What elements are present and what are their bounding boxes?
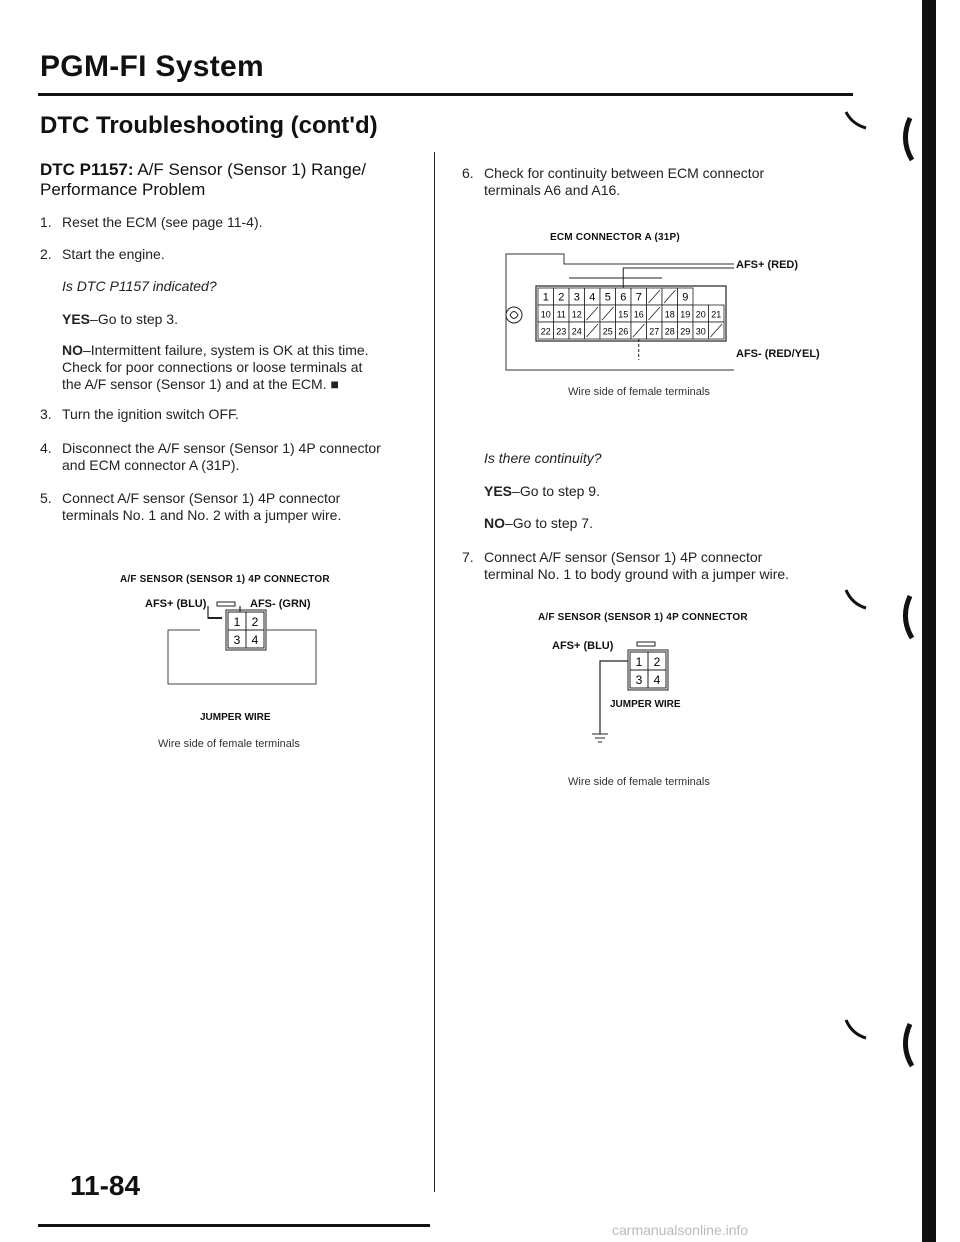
ecm-pin-28: 28: [664, 326, 675, 337]
dtc-code: DTC P1157:: [40, 160, 134, 179]
ecm-pin-9: 9: [682, 291, 689, 304]
ecm-connector-31p-diagram: [494, 250, 804, 390]
pin-4: 4: [251, 633, 259, 647]
step-7: 7. Connect A/F sensor (Sensor 1) 4P connector terminal No. 1 to body ground with a jumper wire.: [462, 549, 790, 582]
ecm-pin-16: 16: [633, 309, 644, 320]
dtc-heading: [40, 160, 410, 200]
ecm-pin-25: 25: [602, 326, 613, 337]
ecm-pin-22: 22: [540, 326, 551, 337]
diagram1-label-right: AFS- (GRN): [250, 598, 311, 610]
ecm-pin-1: 1: [542, 291, 549, 304]
diagram3-footer: Wire side of female terminals: [568, 776, 710, 788]
ecm-pin-27: 27: [649, 326, 660, 337]
diagram3-jumper-label: JUMPER WIRE: [610, 699, 681, 710]
page-number: 11-84: [70, 1170, 141, 1201]
ecm-pin-23: 23: [556, 326, 567, 337]
pin-3: 3: [635, 673, 643, 687]
diagram2-footer: Wire side of female terminals: [568, 386, 710, 398]
diagram3-caption: A/F SENSOR (SENSOR 1) 4P CONNECTOR: [538, 612, 748, 623]
ecm-pin-26: 26: [618, 326, 629, 337]
diagram1-caption: A/F SENSOR (SENSOR 1) 4P CONNECTOR: [120, 574, 330, 585]
ecm-pin-5: 5: [604, 291, 611, 304]
ecm-pin-11: 11: [556, 309, 566, 320]
binding-marks: [840, 110, 960, 1110]
section-title: DTC Troubleshooting (cont'd): [40, 112, 378, 139]
ecm-pin-7: 7: [635, 291, 642, 304]
diagram1-footer: Wire side of female terminals: [158, 738, 300, 750]
dtc-description-2: Performance Problem: [40, 180, 206, 199]
ecm-pin-4: 4: [589, 291, 596, 304]
footer-rule: [38, 1224, 430, 1227]
question-2: Is there continuity?: [484, 450, 602, 466]
step-6: 6. Check for continuity between ECM connector terminals A6 and A16.: [462, 165, 765, 198]
step-1: 1. Reset the ECM (see page 11-4).: [40, 214, 263, 230]
header-rule: [38, 93, 853, 96]
pin-4: 4: [653, 673, 661, 687]
page-title: PGM-FI System: [40, 50, 264, 83]
ecm-pin-24: 24: [571, 326, 582, 337]
pin-1: 1: [233, 615, 241, 629]
ecm-pin-21: 21: [711, 309, 722, 320]
ecm-pin-30: 30: [695, 326, 706, 337]
diagram2-caption: ECM CONNECTOR A (31P): [550, 232, 680, 243]
step-3: 3. Turn the ignition switch OFF.: [40, 406, 239, 422]
ecm-pin-12: 12: [571, 309, 582, 320]
question-1: Is DTC P1157 indicated?: [62, 278, 217, 294]
ecm-pin-19: 19: [680, 309, 691, 320]
no-branch-2: NO–Go to step 7.: [484, 515, 593, 531]
dtc-description: A/F Sensor (Sensor 1) Range/: [137, 160, 367, 179]
ecm-pin-6: 6: [620, 291, 627, 304]
pin-3: 3: [233, 633, 241, 647]
ecm-pin-10: 10: [540, 309, 551, 320]
pin-2: 2: [653, 655, 661, 669]
yes-branch-2: YES–Go to step 9.: [484, 483, 600, 499]
no-branch-1: NO–Intermittent failure, system is OK at this time. Check for poor connections or loose terminals at the A/F sensor (Sensor 1) and at the ECM. ■: [62, 342, 369, 392]
diagram1-label-left: AFS+ (BLU): [145, 598, 207, 610]
diagram1-jumper-label: JUMPER WIRE: [200, 712, 271, 723]
ecm-pin-29: 29: [680, 326, 691, 337]
yes-branch-1: YES–Go to step 3.: [62, 311, 178, 327]
diagram2-label-top: AFS+ (RED): [736, 259, 799, 271]
pin-2: 2: [251, 615, 259, 629]
ecm-pin-20: 20: [695, 309, 706, 320]
diagram3-label: AFS+ (BLU): [552, 640, 614, 652]
watermark: carmanualsonline.info: [612, 1222, 749, 1238]
diagram2-label-bottom: AFS- (RED/YEL): [736, 348, 820, 360]
step-4: 4. Disconnect the A/F sensor (Sensor 1) 4P connector and ECM connector A (31P).: [40, 440, 381, 473]
column-divider: [434, 152, 435, 1192]
ecm-pin-18: 18: [664, 309, 675, 320]
connector-4p-diagram: [140, 594, 340, 704]
ecm-pin-2: 2: [558, 291, 565, 304]
ecm-pin-15: 15: [618, 309, 629, 320]
step-5: 5. Connect A/F sensor (Sensor 1) 4P connector terminals No. 1 and No. 2 with a jumper wire.: [40, 490, 342, 523]
step-2: 2. Start the engine.: [40, 246, 165, 262]
pin-1: 1: [635, 655, 643, 669]
ecm-pin-3: 3: [573, 291, 580, 304]
